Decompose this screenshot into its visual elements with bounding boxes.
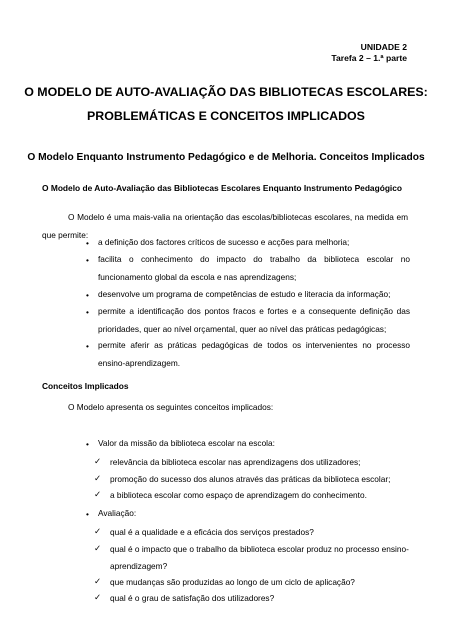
- list-item: qual é o impacto que o trabalho da biblioteca escolar produz no processo ensino-aprendizagem?: [110, 544, 409, 571]
- list-item: relevância da biblioteca escolar nas aprendizagens dos utilizadores;: [110, 457, 361, 467]
- bullet-icon: •: [86, 307, 89, 317]
- list-item: promoção do sucesso dos alunos através das práticas da biblioteca escolar;: [110, 474, 391, 484]
- task-label: Tarefa 2 – 1.ª parte: [331, 53, 407, 63]
- unit-label: UNIDADE 2: [360, 42, 407, 52]
- section-heading-concepts: Conceitos Implicados: [42, 381, 129, 391]
- list-item: a definição dos factores críticos de sucesso e acções para melhoria;: [98, 237, 350, 247]
- list-item: qual é a qualidade e a eficácia dos serviços prestados?: [110, 527, 314, 537]
- checkmark-icon: ✓: [94, 456, 102, 466]
- group-label-evaluation: Avaliação:: [98, 508, 137, 518]
- page-subtitle: O Modelo Enquanto Instrumento Pedagógico e de Melhoria. Conceitos Implicados: [27, 152, 425, 163]
- page-title-line-2: PROBLEMÁTICAS E CONCEITOS IMPLICADOS: [87, 109, 365, 123]
- checkmark-icon: ✓: [94, 489, 102, 499]
- group-label-mission: Valor da missão da biblioteca escolar na escola:: [98, 438, 275, 448]
- bullet-icon: •: [86, 238, 89, 248]
- section-intro-paragraph: O Modelo é uma mais-valia na orientação das escolas/bibliotecas escolares, na medida em que permite:: [42, 212, 408, 240]
- bullet-icon: •: [86, 509, 89, 519]
- checkmark-icon: ✓: [94, 473, 102, 483]
- bullet-icon: •: [86, 290, 89, 300]
- list-item: permite a identificação dos pontos fracos e fortes e a consequente definição das prioridades, quer ao nível orçamental, quer ao nível das práticas pedagógicas;: [98, 306, 410, 334]
- list-item: a biblioteca escolar como espaço de aprendizagem do conhecimento.: [110, 490, 367, 500]
- bullet-icon: •: [86, 255, 89, 265]
- checkmark-icon: ✓: [94, 592, 102, 602]
- bullet-icon: •: [86, 439, 89, 449]
- checkmark-icon: ✓: [94, 543, 102, 553]
- checkmark-icon: ✓: [94, 576, 102, 586]
- list-item: permite aferir as práticas pedagógicas de todos os intervenientes no processo ensino-aprendizagem.: [98, 340, 410, 368]
- list-item: que mudanças são produzidas ao longo de um ciclo de aplicação?: [110, 577, 355, 587]
- page-title-line-1: O MODELO DE AUTO-AVALIAÇÃO DAS BIBLIOTECAS ESCOLARES:: [24, 85, 428, 99]
- checkmark-icon: ✓: [94, 526, 102, 536]
- concepts-intro-paragraph: O Modelo apresenta os seguintes conceitos implicados:: [68, 402, 274, 412]
- section-heading-instrument: O Modelo de Auto-Avaliação das Bibliotecas Escolares Enquanto Instrumento Pedagógico: [42, 183, 403, 193]
- document-header: [331, 42, 407, 64]
- bullet-icon: •: [86, 341, 89, 351]
- list-item: facilita o conhecimento do impacto do trabalho da biblioteca escolar no funcionamento global da escola e nas aprendizagens;: [98, 254, 410, 282]
- list-item: desenvolve um programa de competências de estudo e literacia da informação;: [98, 289, 391, 299]
- list-item: qual é o grau de satisfação dos utilizadores?: [110, 593, 275, 603]
